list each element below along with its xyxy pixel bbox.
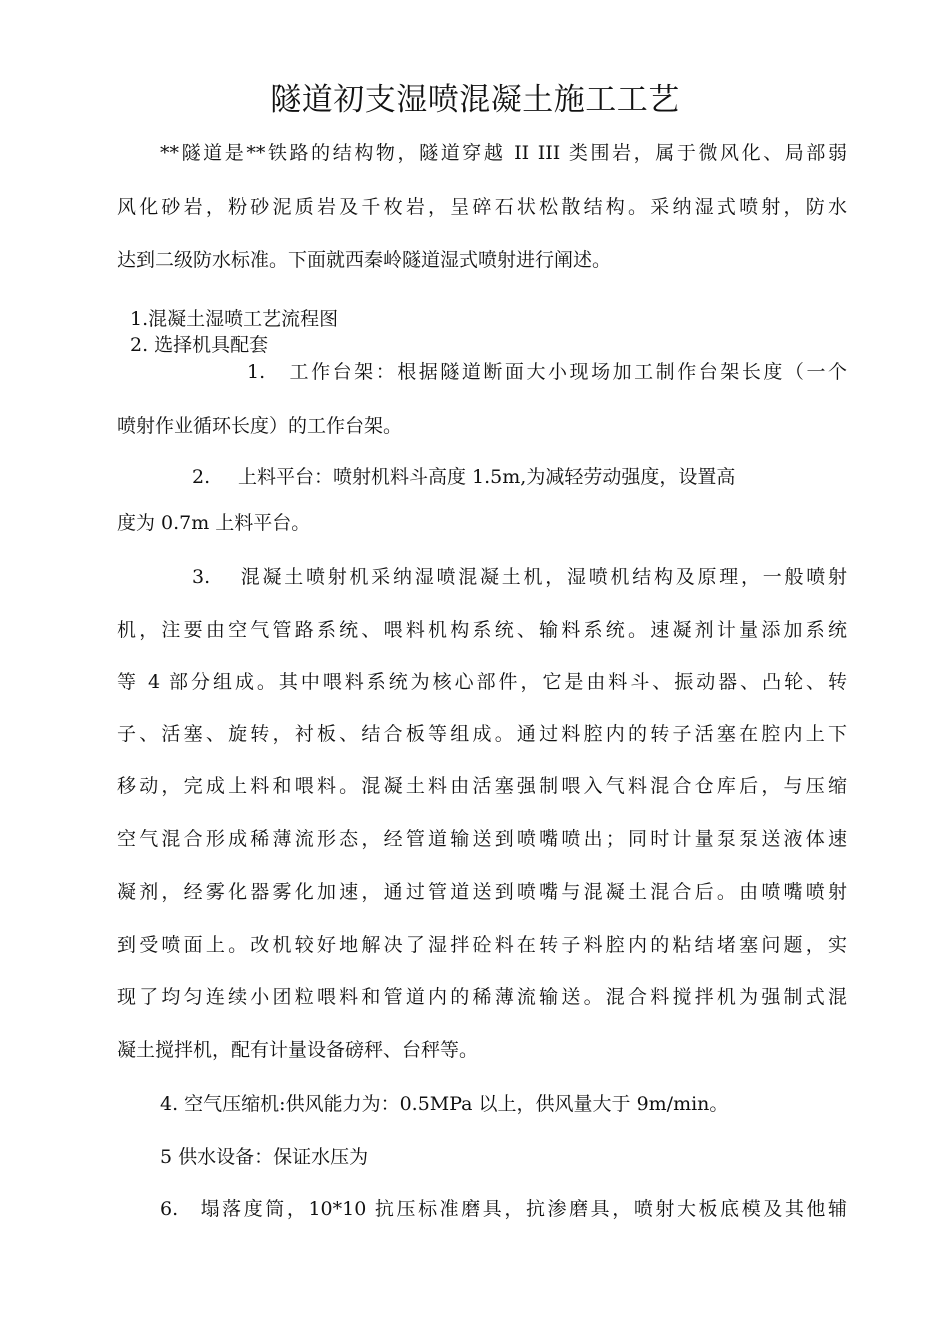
item-3-text: 混凝土喷射机采纳湿喷混凝土机，湿喷机结构及原理，一般喷射 bbox=[238, 566, 847, 588]
intro-line-1: **隧道是**铁路的结构物，隧道穿越 II III 类围岩，属于微风化、局部弱 bbox=[160, 142, 847, 164]
item-3-line-10: 凝土搅拌机，配有计量设备磅秤、台秤等。 bbox=[117, 1039, 479, 1061]
item-3-line-2: 机，注要由空气管路系统、喂料机构系统、输料系统。速凝剂计量添加系统 bbox=[117, 619, 847, 641]
intro-line-2: 风化砂岩，粉砂泥质岩及千枚岩，呈碎石状松散结构。采纳湿式喷射，防水 bbox=[117, 196, 847, 218]
item-2-line-1 bbox=[192, 464, 792, 490]
item-3-line-4: 子、活塞、旋转，衬板、结合板等组成。通过料腔内的转子活塞在腔内上下 bbox=[117, 723, 847, 745]
item-3-line-3: 等 4 部分组成。其中喂料系统为核心部件，它是由料斗、振动器、凸轮、转 bbox=[117, 671, 847, 693]
heading-flowchart: 1.混凝土湿喷工艺流程图 bbox=[130, 308, 339, 330]
item-3-line-1 bbox=[192, 564, 847, 590]
item-3-number: 3. bbox=[192, 566, 211, 588]
item-1-text: 工作台架：根据隧道断面大小现场加工制作台架长度（一个 bbox=[287, 361, 847, 383]
item-3-line-5: 移动，完成上料和喂料。混凝土料由活塞强制喂入气料混合仓库后，与压缩 bbox=[117, 775, 847, 797]
heading-equipment: 2. 选择机具配套 bbox=[130, 334, 269, 356]
item-6-text: 塌落度筒，10*10 抗压标准磨具，抗渗磨具，喷射大板底模及其他辅 bbox=[198, 1198, 847, 1220]
item-1-number: 1. bbox=[247, 361, 266, 383]
intro-line-3: 达到二级防水标准。下面就西秦岭隧道湿式喷射进行阐述。 bbox=[117, 249, 612, 271]
item-1-line-2: 喷射作业循环长度）的工作台架。 bbox=[117, 415, 403, 437]
item-2-text: 上料平台：喷射机料斗高度 1.5m,为减轻劳动强度，设置高 bbox=[238, 466, 736, 488]
item-1-line-1 bbox=[247, 359, 847, 385]
item-2-number: 2. bbox=[192, 466, 211, 488]
item-3-line-9: 现了均匀连续小团粒喂料和管道内的稀薄流输送。混合料搅拌机为强制式混 bbox=[117, 986, 847, 1008]
item-4-line: 4. 空气压缩机:供风能力为：0.5MPa 以上，供风量大于 9m/min。 bbox=[160, 1093, 729, 1115]
item-6-line-1 bbox=[160, 1196, 847, 1222]
item-3-line-7: 凝剂，经雾化器雾化加速，通过管道送到喷嘴与混凝土混合后。由喷嘴喷射 bbox=[117, 881, 847, 903]
document-title: 隧道初支湿喷混凝土施工工艺 bbox=[270, 82, 680, 118]
item-5-line: 5 供水设备：保证水压为 bbox=[160, 1146, 369, 1168]
item-3-line-6: 空气混合形成稀薄流形态，经管道输送到喷嘴喷出；同时计量泵泵送液体速 bbox=[117, 828, 847, 850]
item-3-line-8: 到受喷面上。改机较好地解决了湿拌砼料在转子料腔内的粘结堵塞问题，实 bbox=[117, 934, 847, 956]
item-6-number: 6. bbox=[160, 1198, 179, 1220]
item-2-line-2: 度为 0.7m 上料平台。 bbox=[117, 512, 311, 534]
